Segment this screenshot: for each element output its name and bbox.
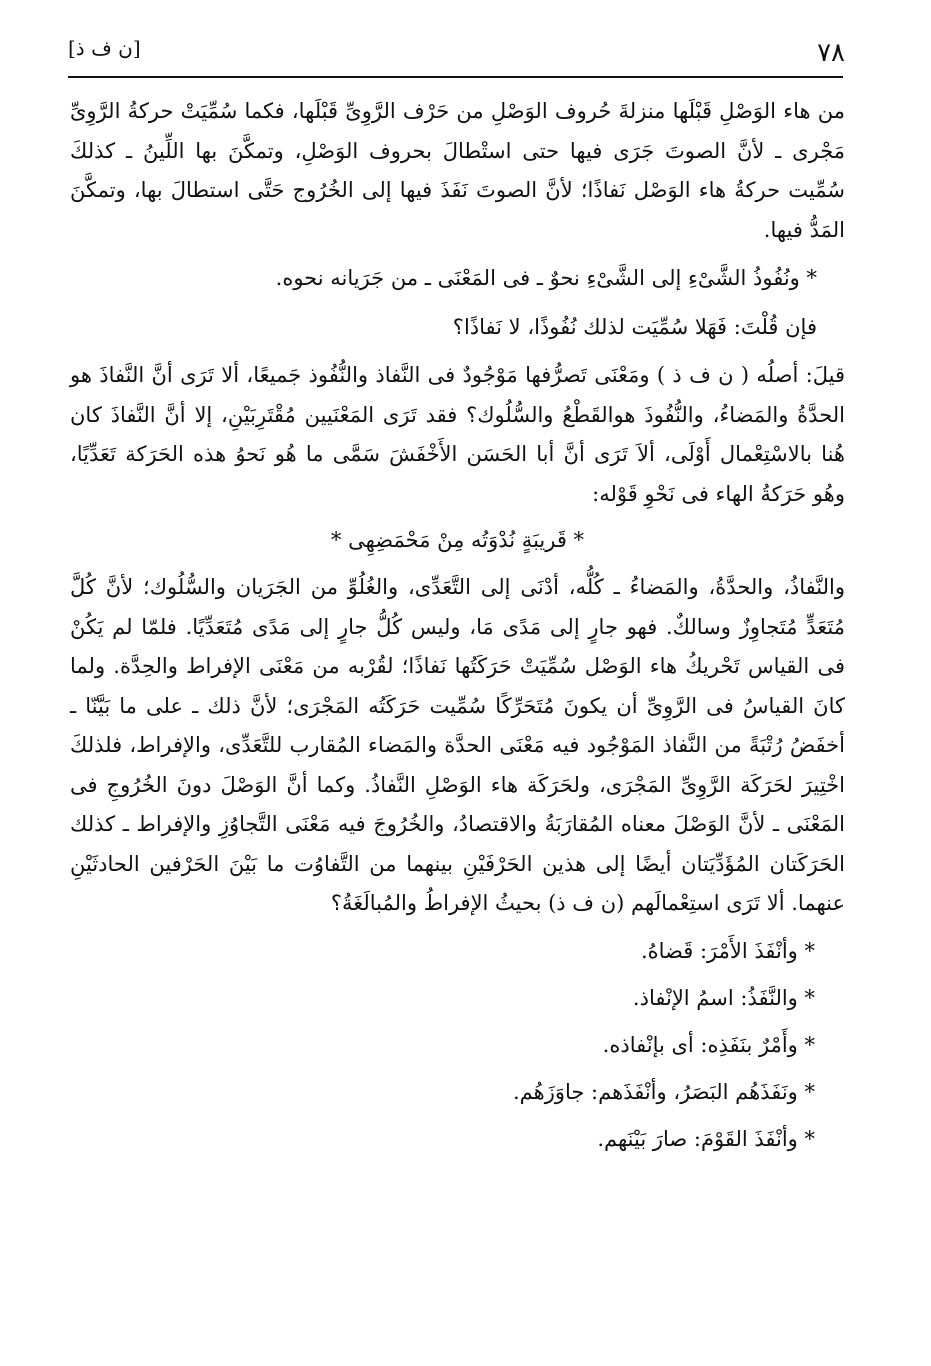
page-number: ٧٨ [817, 38, 845, 68]
paragraph: فإن قُلْتَ: فَهَلا سُمِّيَت لذلك نُفُوذًا، لا نَفاذًا؟ [452, 314, 817, 339]
paragraph: قيلَ: أصلُه ( ن ف ذ ) ومَعْنَى تَصرُّفها مَوْجُودٌ فى النَّفاذ والنُّفُوذ جَميعًا، ألا تَرَى أنَّ النَّفاذَ هو الحدَّةُ والمَضاءُ، والنُّفُوذَ هوالقَطْعُ والسُّلُوك؟ فقد تَرَى المَعْنَيين مُقْتَرِبَيْنِ، إلا أنَّ النَّفاذَ كان هُنا بالاسْتِعْمال أَوْلَى، ألاَ تَرَى أنَّ أبا الحَسَن الأَخْفَشَ سَمَّى ما هُو نَحوُ هذه الحَرَكة تَعَدِّيًا، وهُو حَرَكةُ الهاء فى نَحْوِ قَوْله: [70, 363, 845, 506]
entry-item: * وأنْفَذَ الأَمْرَ: قَضاهُ. [640, 938, 815, 963]
entry-item: * والنَّفَذُ: اسمُ الإنْفاذ. [632, 985, 815, 1010]
entry-item: * وأنْفَذَ القَوْمَ: صارَ بَيْنَهم. [597, 1126, 815, 1151]
paragraph: من هاء الوَصْلِ قَبْلَها منزلةَ حُروف الوَصْلِ من حَرْف الرَّوِىِّ قَبْلَها، فكما سُمِّيَتْ حركةُ الرَّوِىِّ مَجْرى ـ لأنَّ الصوتَ جَرَى فيها حتى استْطالَ بحروف الوَصْلِ، وتمكَّنَ بها اللِّينُ ـ كذلكَ سُمِّيت حركةُ هاء الوَصْل نَفاذًا؛ لأنَّ الصوتَ نَفَذَ فيها إلى الخُرُوج حَتَّى استطالَ بها، وتمكَّنَ المَدُّ فيها. [70, 99, 845, 242]
verse-quote: * قَريبَةٍ نُدْوَتُه مِنْ مَحْمَضِهِى * [330, 528, 585, 552]
root-letters-tag: [ن ف ذ] [68, 36, 141, 60]
page-body [70, 92, 845, 1163]
header-rule [68, 76, 843, 78]
entry-list [70, 928, 845, 1163]
entry-item: * ونَفَذَهُم البَصَرُ، وأنْفَذَهم: جاوَزَهُم. [512, 1079, 815, 1104]
paragraph: والنَّفاذُ، والحدَّةُ، والمَضاءُ ـ كُلُّه، أدْنَى إلى التَّعَدِّى، والغُلُوِّ من الجَرَيان والسُّلُوك؛ لأنَّ كُلَّ مُتَعَدٍّ مُتَجاوِزٌ وسالكٌ. فهو جارٍ إلى مَدًى مَا، وليس كُلُّ جارٍ إلى مَدًى مُتَعَدِّيًا. فلمّا لم يَكُنْ فى القياس تَحْريكُ هاء الوَصْل سُمِّيَتْ حَرَكَتُها نَفاذًا؛ لقُرْبه من مَعْنَى الإفراط والحِدَّة. ولما كانَ القياسُ فى الرَّوِىِّ أن يكونَ مُتَحَرِّكًا سُمِّيت حَرَكَتُه المَجْرَى؛ لأنَّ ذلك ـ على ما بَيَّنّا ـ أخفَضُ رُتْبَةً من النَّفاذ المَوْجُود فيه مَعْنَى الحدَّة والمَضاء المُقارب للتَّعَدِّى، والإفراط، فلذلكَ اخْتِيرَ لحَرَكَة الرَّوِىِّ المَجْرَى، ولحَرَكَة هاء الوَصْلِ النَّفاذُ. وكما أنَّ الوَصْلَ دونَ الخُرُوجِ فى المَعْنَى ـ لأنَّ الوَصْلَ معناه المُقارَبَةُ والاقتصادُ، والخُرُوجَ فيه مَعْنَى التَّجاوُزِ والإفراط ـ كذلك الحَرَكَتان المُؤَدِّيَتان أيضًا إلى هذين الحَرْفَيْنِ بينهما من التَّفاوُت ما بَيْنَ الحَرْفين الحادثَيْنِ عنهما. ألا تَرَى استِعْمالَهم (ن ف ذ) بحيثُ الإفراطُ والمُبالَغَةُ؟ [70, 575, 845, 915]
paragraph: * ونُفُوذُ الشَّىْءِ إلى الشَّىْءِ نحوٌ ـ فى المَعْنَى ـ من جَرَيانه نحوه. [275, 266, 817, 290]
page-header [0, 0, 931, 90]
entry-item: * وأَمْرٌ بنَفَذِه: أى بإنْفاذه. [602, 1032, 815, 1057]
